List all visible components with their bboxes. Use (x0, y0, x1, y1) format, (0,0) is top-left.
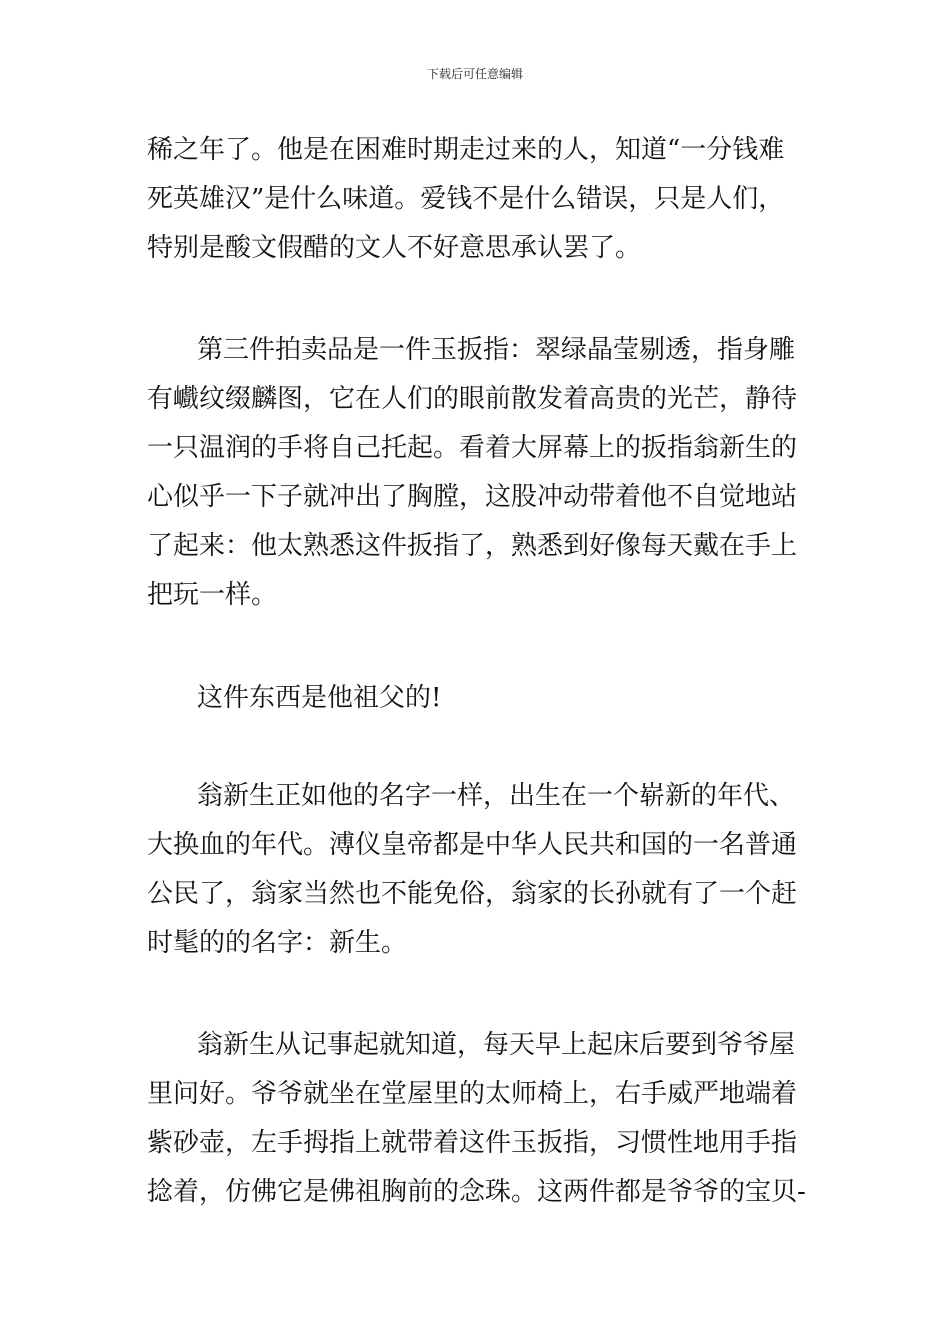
paragraph-line: 心似乎一下子就冲出了胸膛，这股冲动带着他不自觉地站 (147, 482, 798, 512)
paragraph-line: 一只温润的手将自己托起。看着大屏幕上的扳指翁新生的 (147, 433, 798, 463)
paragraph-line: 有巇纹缀麟图，它在人们的眼前散发着高贵的光芒，静待 (147, 384, 798, 414)
paragraph-2 (147, 326, 807, 620)
paragraph-line: 特别是酸文假醋的文人不好意思承认罢了。 (147, 233, 642, 263)
paragraph-3 (147, 674, 807, 723)
paragraph-line: 把玩一样。 (147, 580, 278, 610)
paragraph-line: 死英雄汉”是什么味道。爱钱不是什么错误，只是人们， (147, 184, 785, 214)
paragraph-line: 公民了，翁家当然也不能免俗，翁家的长孙就有了一个赶 (147, 879, 798, 909)
paragraph-line: 大换血的年代。溥仪皇帝都是中华人民共和国的一名普通 (147, 830, 798, 860)
paragraph-line: 稀之年了。他是在困难时期走过来的人，知道“一分钱难 (147, 135, 785, 165)
paragraph-line: 捻着，仿佛它是佛祖胸前的念珠。这两件都是爷爷的宝贝- (147, 1177, 806, 1207)
paragraph-5 (147, 1021, 807, 1217)
paragraph-line: 这件东西是他祖父的! (197, 683, 442, 713)
paragraph-1 (147, 126, 807, 273)
paragraph-line: 时髦的的名字：新生。 (147, 928, 408, 958)
paragraph-line: 翁新生从记事起就知道，每天早上起床后要到爷爷屋 (197, 1030, 796, 1060)
page-header: 下载后可任意编辑 (426, 67, 523, 81)
paragraph-line: 紫砂壶，左手拇指上就带着这件玉扳指，习惯性地用手指 (147, 1128, 798, 1158)
paragraph-line: 翁新生正如他的名字一样，出生在一个崭新的年代、 (197, 781, 796, 811)
paragraph-line: 第三件拍卖品是一件玉扳指：翠绿晶莹剔透，指身雕 (197, 335, 796, 365)
paragraph-line: 里问好。爷爷就坐在堂屋里的太师椅上，右手威严地端着 (147, 1079, 798, 1109)
paragraph-line: 了起来：他太熟悉这件扳指了，熟悉到好像每天戴在手上 (147, 531, 798, 561)
paragraph-4 (147, 772, 807, 968)
